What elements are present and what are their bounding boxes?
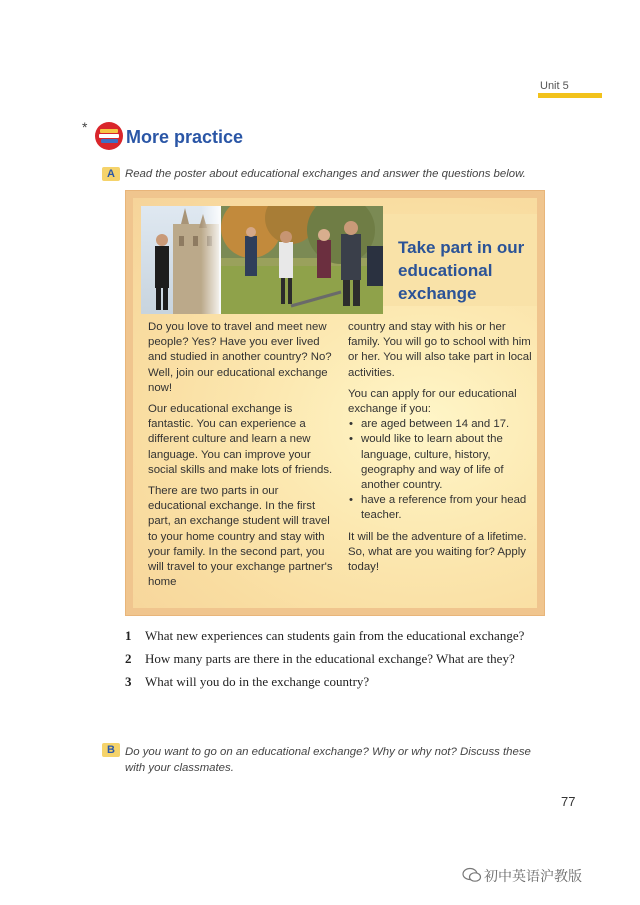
poster-inner (133, 198, 537, 608)
headline-line: educational (398, 261, 493, 280)
question-text: How many parts are there in the educational exchange? What are they? (145, 651, 515, 666)
question-item (125, 627, 525, 644)
question-text: What new experiences can students gain from the educational exchange? (145, 628, 525, 643)
students-photo (141, 206, 383, 314)
question-number: 1 (125, 628, 132, 643)
unit-label: Unit 5 (540, 80, 569, 92)
part-a-instruction: Read the poster about educational exchanges and answer the questions below. (125, 168, 526, 180)
poster-headline (398, 236, 548, 305)
paragraph: You can apply for our educational exchange if you: (348, 387, 517, 416)
list-item: • would like to learn about the language, culture, history, geography and way of life of another country. (361, 432, 533, 493)
paragraph: Our educational exchange is fantastic. You can experience a different culture and learn a new language. You can improve your social skills and make lots of friends. (148, 403, 333, 476)
paragraph: Do you love to travel and meet new people? Yes? Have you ever lived and studied in another country? No? Well, join our educational exchange now! (148, 321, 332, 394)
watermark: 初中英语沪教版 (484, 868, 582, 884)
poster-left-column (148, 320, 334, 596)
page-number: 77 (561, 794, 576, 809)
list-item: • are aged between 14 and 17. (361, 417, 533, 432)
question-number: 2 (125, 651, 132, 666)
poster-right-column (348, 320, 533, 581)
part-b-instruction: Do you want to go on an educational exchange? Why or why not? Discuss these with your classmates. (125, 746, 531, 774)
paragraph: There are two parts in our educational exchange. In the first part, an exchange student will travel to your home country and stay with your family. In the second part, you will travel to your exchange partner's home (148, 485, 333, 589)
section-star: * (82, 119, 88, 135)
questions-list (125, 627, 525, 696)
part-b-badge: B (102, 743, 120, 757)
section-title: More practice (126, 127, 244, 147)
paragraph: It will be the adventure of a lifetime. So, what are you waiting for? Apply today! (348, 530, 527, 574)
question-item (125, 650, 525, 667)
paragraph: country and stay with his or her family. You will go to school with him or her. You will also take part in local activities. (348, 321, 532, 379)
books-icon (94, 121, 124, 151)
headline-line: Take part in our (398, 238, 525, 257)
poster (125, 190, 545, 616)
question-text: What will you do in the exchange country? (145, 674, 370, 689)
question-number: 3 (125, 674, 132, 689)
question-item (125, 673, 525, 690)
list-item: • have a reference from your head teacher. (361, 493, 533, 523)
wechat-icon (462, 867, 482, 883)
headline-line: exchange (398, 284, 477, 303)
unit-underline (538, 93, 602, 98)
requirements-list (348, 417, 533, 523)
part-a-badge: A (102, 167, 120, 181)
